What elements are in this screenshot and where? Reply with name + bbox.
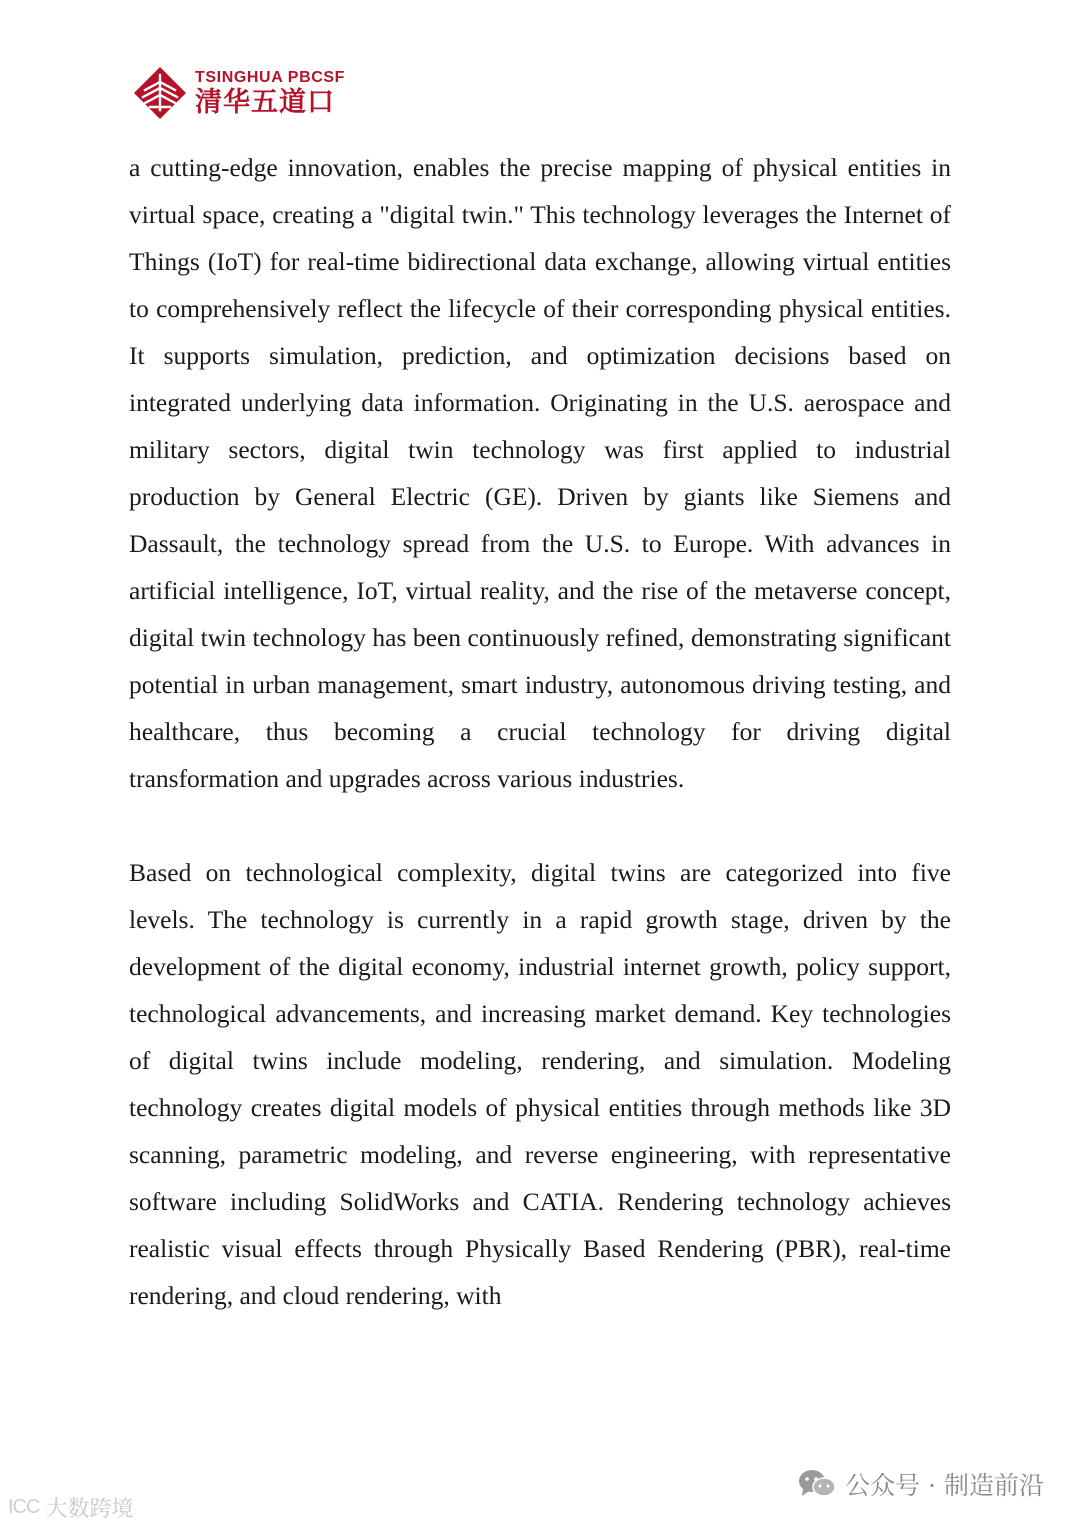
document-body <box>129 144 951 1319</box>
icc-badge: ICC <box>8 1496 40 1518</box>
logo-english-name: TSINGHUA PBCSF <box>195 68 346 86</box>
wechat-account-label: 公众号 · 制造前沿 <box>845 1471 1044 1500</box>
paragraph-1: a cutting-edge innovation, enables the precise mapping of physical entities in virtual space, creating a "digital twin." This technology leverages the Internet of Things (IoT) for real-time bidirectional data exchange, allowing virtual entities to comprehensively reflect the lifecycle of their corresponding physical entities. It supports simulation, prediction, and optimization decisions based on integrated underlying data information. Originating in the U.S. aerospace and military sectors, digital twin technology was first applied to industrial production by General Electric (GE). Driven by giants like Siemens and Dassault, the technology spread from the U.S. to Europe. With advances in artificial intelligence, IoT, virtual reality, and the rise of the metaverse concept, digital twin technology has been continuously refined, demonstrating significant potential in urban management, smart industry, autonomous driving testing, and healthcare, thus becoming a crucial technology for driving digital transformation and upgrades across various industries. <box>129 153 951 793</box>
logo-chinese-name: 清华五道口 <box>195 86 335 118</box>
wechat-icon <box>797 1468 837 1500</box>
wechat-watermark <box>797 1466 1044 1502</box>
paragraph-2: Based on technological complexity, digital twins are categorized into five levels. The technology is currently in a rapid growth stage, driven by the development of the digital economy, industrial internet growth, policy support, technological advancements, and increasing market demand. Key technologies of digital twins include modeling, rendering, and simulation. Modeling technology creates digital models of physical entities through methods like 3D scanning, parametric modeling, and reverse engineering, with representative software including SolidWorks and CATIA. Rendering technology achieves realistic visual effects through Physically Based Rendering (PBR), real-time rendering, and cloud rendering, with <box>129 858 951 1310</box>
corner-watermark-text: 大数跨境 <box>45 1497 134 1522</box>
tsinghua-pbcsf-logo <box>133 66 345 120</box>
logo-emblem-icon <box>133 66 187 120</box>
corner-watermark <box>8 1492 133 1523</box>
